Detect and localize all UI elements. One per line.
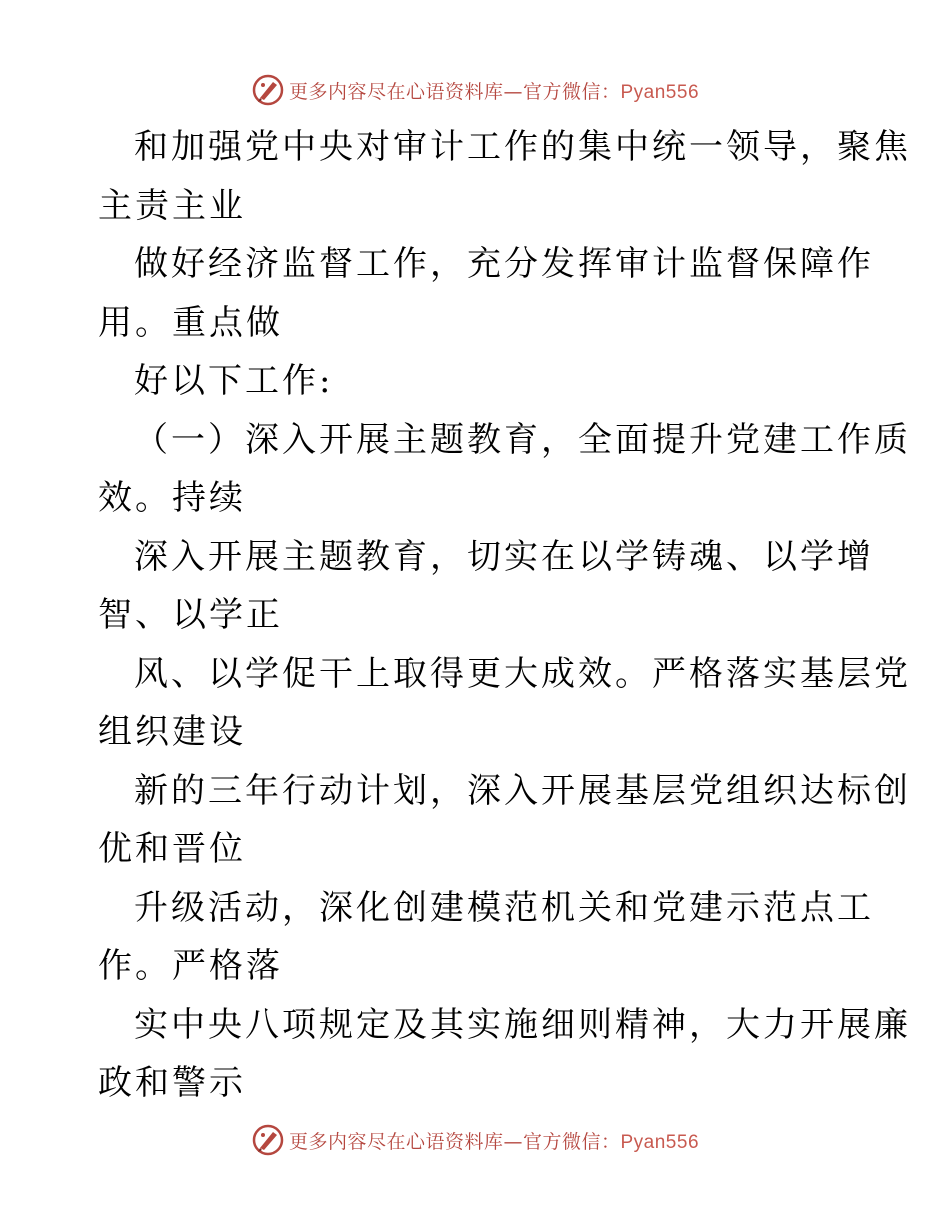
watermark-wechat-label: 官方微信： <box>522 1130 621 1153</box>
text-line: 升级活动，深化创建模范机关和党建示范点工 <box>134 887 874 928</box>
text-line: （一）深入开展主题教育，全面提升党建工作质 <box>134 419 911 460</box>
text-line: 用。重点做 <box>98 302 283 343</box>
watermark-wechat-id: Pyan556 <box>620 81 700 103</box>
text-line: 新的三年行动计划，深入开展基层党组织达标创 <box>134 770 911 811</box>
document-body <box>98 118 911 1113</box>
quill-pen-icon <box>251 73 285 107</box>
header-watermark <box>0 70 950 110</box>
text-line: 实中央八项规定及其实施细则精神，大力开展廉 <box>134 1004 911 1045</box>
text-line: 政和警示 <box>98 1063 246 1103</box>
watermark-separator: — <box>503 80 523 103</box>
text-line: 和加强党中央对审计工作的集中统一领导，聚焦 <box>134 127 911 167</box>
text-line: 组织建设 <box>98 712 246 752</box>
text-line: 风、以学促干上取得更大成效。严格落实基层党 <box>134 653 911 694</box>
watermark-wechat-id: Pyan556 <box>620 1131 700 1153</box>
text-line: 主责主业 <box>98 185 246 226</box>
text-line: 好以下工作: <box>134 361 334 401</box>
watermark-separator: — <box>503 1130 523 1153</box>
footer-watermark <box>0 1120 950 1160</box>
text-line: 优和晋位 <box>98 829 246 869</box>
text-line: 作。严格落 <box>98 946 283 986</box>
watermark-wechat-label: 官方微信： <box>522 80 621 103</box>
text-line: 智、以学正 <box>98 595 283 635</box>
watermark-site-text: 更多内容尽在心语资料库 <box>288 1130 504 1153</box>
text-line: 深入开展主题教育，切实在以学铸魂、以学增 <box>134 536 874 577</box>
text-line: 做好经济监督工作，充分发挥审计监督保障作 <box>134 244 874 284</box>
watermark-site-text: 更多内容尽在心语资料库 <box>288 80 504 103</box>
text-line: 效。持续 <box>98 478 246 518</box>
quill-pen-icon <box>251 1123 285 1157</box>
